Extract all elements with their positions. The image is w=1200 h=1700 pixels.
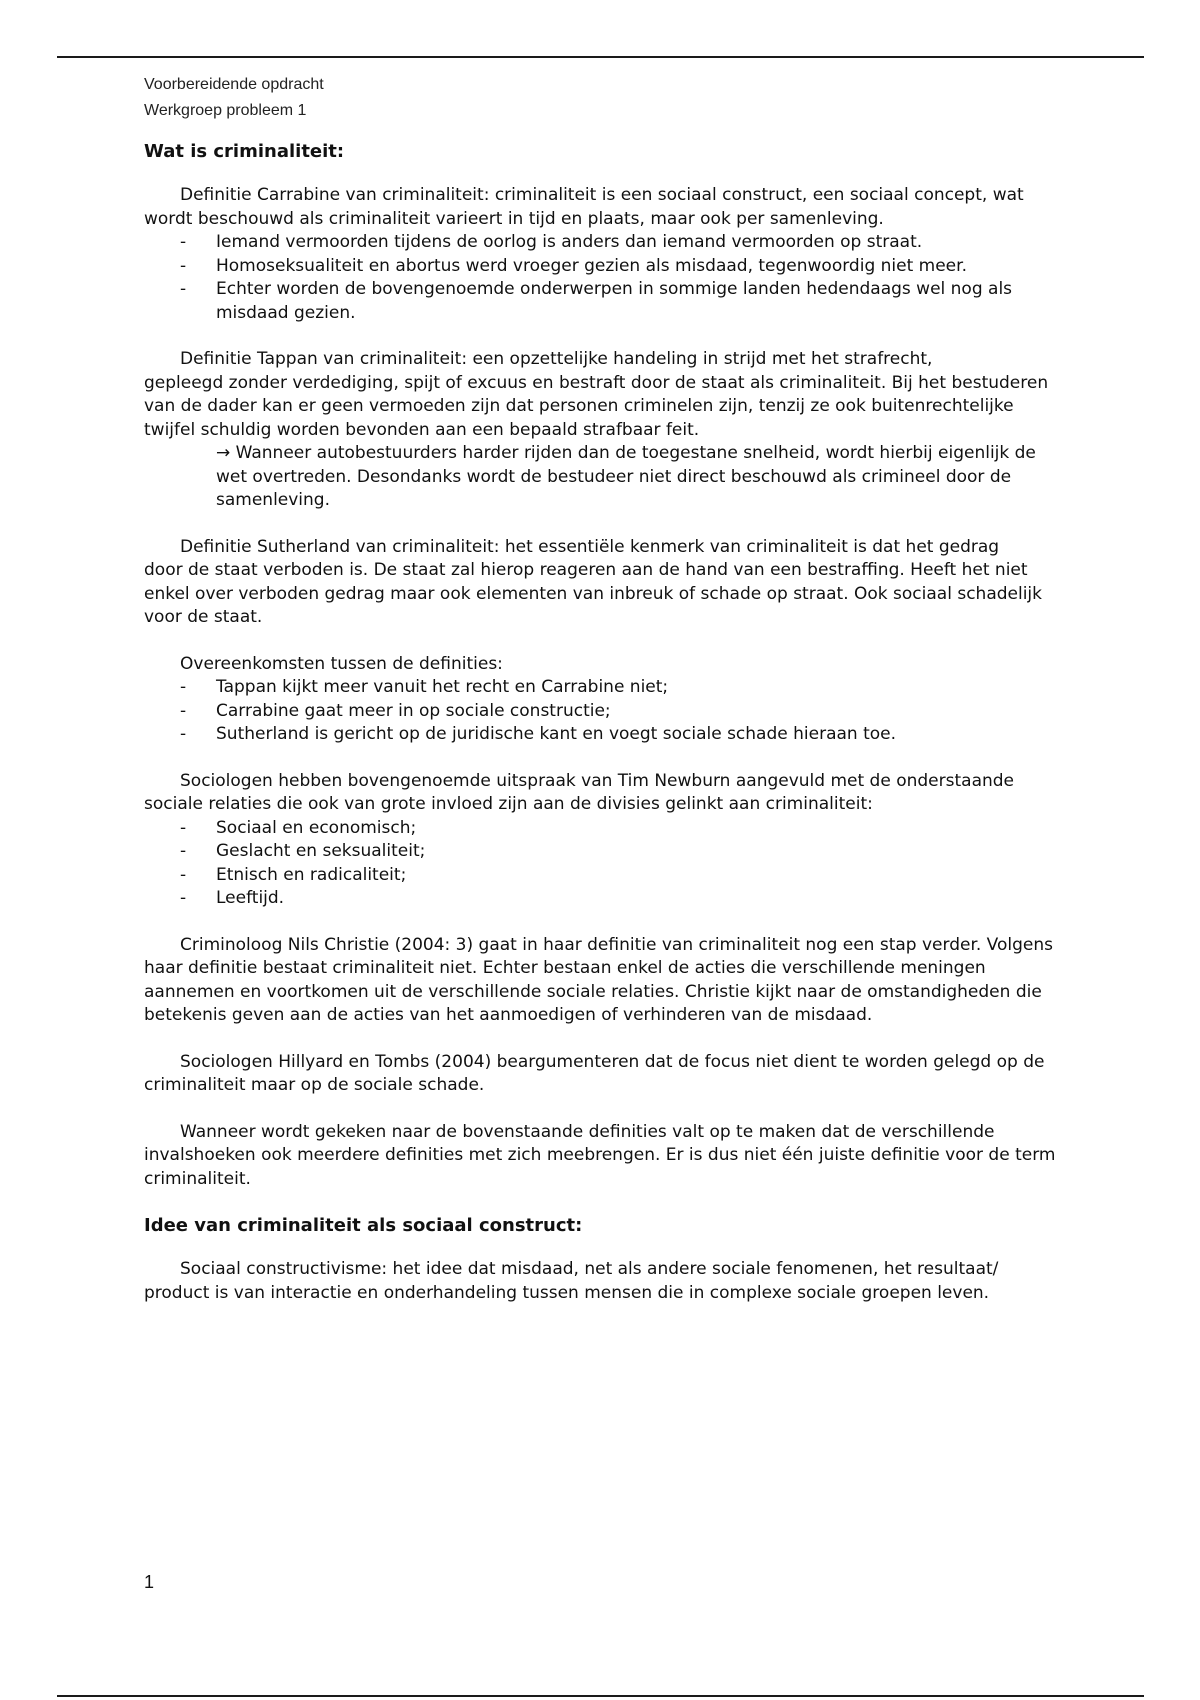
list-item: - Sutherland is gericht op de juridische kant en voegt sociale schade hieraan toe. (144, 723, 1064, 747)
section-heading-sociaal-construct: Idee van criminaliteit als sociaal construct: (144, 1215, 583, 1236)
sutherland-definition-body: door de staat verboden is. De staat zal hierop reageren aan de hand van een bestraffing. Heeft het niet enkel over verboden gedrag maar ook elementen van inbreuk of schade op straat. Ook sociaal schadelijk voor de staat. (144, 560, 1042, 627)
tappan-definition-body: gepleegd zonder verdediging, spijt of excuus en bestraft door de staat als criminaliteit. Bij het bestuderen van de dader kan er geen vermoeden zijn dat personen criminelen zijn, tenzij ze ook buitenrechtelijke twijfel schuldig worden bevonden aan een bepaald strafbaar feit. (144, 372, 1049, 440)
carrabine-definition: Definitie Carrabine van criminaliteit: criminaliteit is een sociaal construct, een sociaal concept, wat wordt beschouwd als criminaliteit varieert in tijd en plaats, maar ook per samenleving. (144, 185, 1024, 229)
list-item: - Sociaal en economisch; (144, 817, 1064, 841)
page-header (144, 72, 324, 124)
tappan-definition-head: Definitie Tappan van criminaliteit: een opzettelijke handeling in strijd met het strafrecht, (180, 349, 933, 369)
sutherland-definition-head: Definitie Sutherland van criminaliteit: het essentiële kenmerk van criminaliteit is dat het gedrag (180, 536, 1000, 557)
tappan-arrow-note: → Wanneer autobestuurders harder rijden dan de toegestane snelheid, wordt hierbij eigenlijk de wet overtreden. Desondanks wordt de bestudeer niet direct beschouwd als crimineel door de samenleving. (216, 443, 1036, 510)
section-heading-wat-is-criminaliteit: Wat is criminaliteit: (144, 141, 345, 162)
christie-paragraph: Criminoloog Nils Christie (2004: 3) gaat in haar definitie van criminaliteit nog een stap verder. Volgens haar definitie bestaat criminaliteit niet. Echter bestaan enkel de acties die verschillende meningen aannemen en voortkomen uit de verschillende sociale relaties. Christie kijkt naar de omstandigheden die betekenis geven aan de acties van het aanmoedigen of verhinderen van de misdaad. (144, 934, 1054, 1025)
list-item: - Echter worden de bovengenoemde onderwerpen in sommige landen hedendaags wel nog als misdaad gezien. (144, 278, 1064, 325)
sociale-relaties-bullet-list (144, 817, 1064, 911)
list-item: - Tappan kijkt meer vanuit het recht en Carrabine niet; (144, 676, 1064, 700)
list-item: - Iemand vermoorden tijdens de oorlog is anders dan iemand vermoorden op straat. (144, 231, 1064, 255)
header-rule (57, 56, 1144, 58)
overeenkomsten-intro: Overeenkomsten tussen de definities: (180, 653, 503, 674)
list-item: - Etnisch en radicaliteit; (144, 864, 1064, 888)
document-body (144, 140, 1064, 1305)
header-line-1: Voorbereidende opdracht (144, 76, 324, 93)
header-line-2: Werkgroep probleem 1 (144, 102, 307, 119)
footer-rule (57, 1695, 1144, 1697)
overeenkomsten-bullet-list (144, 676, 1064, 747)
page-number: 1 (144, 1572, 155, 1592)
carrabine-bullet-list (144, 231, 1064, 325)
list-item: - Leeftijd. (144, 887, 1064, 911)
sociologen-paragraph: Sociologen hebben bovengenoemde uitspraak van Tim Newburn aangevuld met de onderstaande sociale relaties die ook van grote invloed zijn aan de divisies gelinkt aan criminaliteit: (144, 770, 1015, 814)
list-item: - Homoseksualiteit en abortus werd vroeger gezien als misdaad, tegenwoordig niet meer. (144, 255, 1064, 279)
sociaal-constructivisme-paragraph: Sociaal constructivisme: het idee dat misdaad, net als andere sociale fenomenen, het resultaat/ product is van interactie en onderhandeling tussen mensen die in complexe sociale groepen leven. (144, 1259, 999, 1303)
hillyard-tombs-paragraph: Sociologen Hillyard en Tombs (2004) beargumenteren dat de focus niet dient te worden gelegd op de criminaliteit maar op de sociale schade. (144, 1051, 1045, 1095)
list-item: - Carrabine gaat meer in op sociale constructie; (144, 700, 1064, 724)
conclusion-paragraph: Wanneer wordt gekeken naar de bovenstaande definities valt op te maken dat de verschillende invalshoeken ook meerdere definities met zich meebrengen. Er is dus niet één juiste definitie voor de term criminaliteit. (144, 1121, 1056, 1189)
list-item: - Geslacht en seksualiteit; (144, 840, 1064, 864)
